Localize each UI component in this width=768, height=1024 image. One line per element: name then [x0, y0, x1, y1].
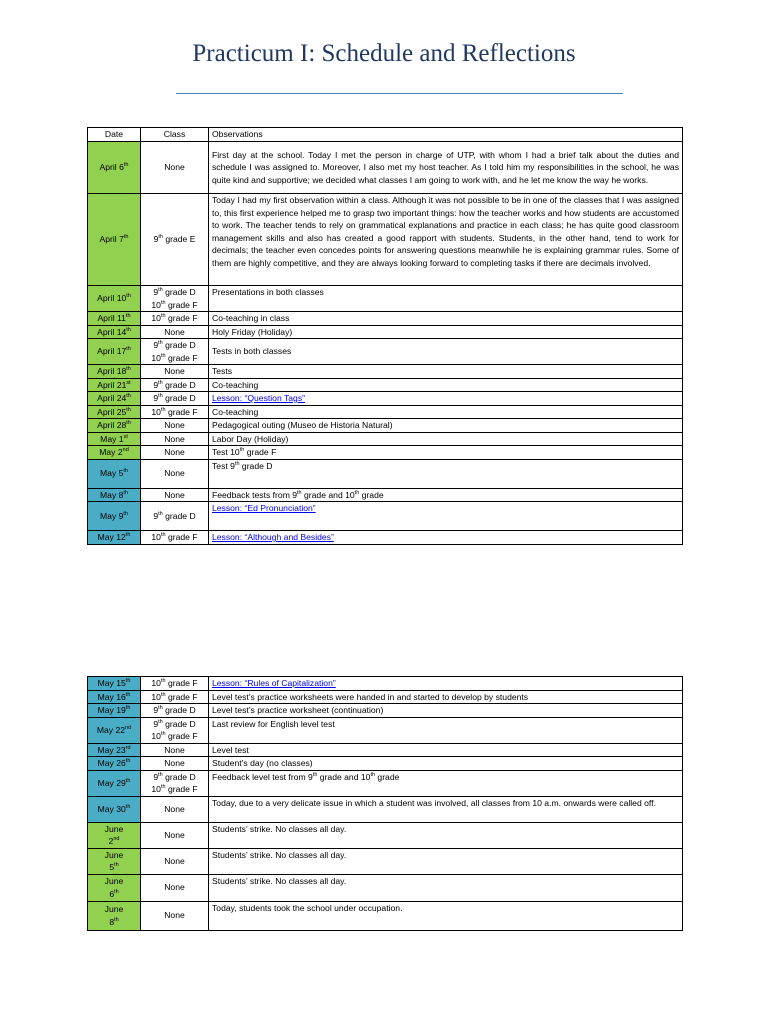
- row-date: May 15th: [88, 677, 141, 691]
- table-row: [88, 848, 683, 874]
- row-date: June 6th: [88, 874, 141, 901]
- row-observation: Today I had my first observation within a class. Although it was not possible to be in one of the classes that I was assigned to, this first experience helped me to grasp two important things: how the teacher works and how students are accustomed to work. The teacher tends to rely on grammatical explanations and practice in each class; he has quite good classroom management skills and also has created a good rapport with students. Students, in the other hand, tend to work for decimals; the teacher even concedes points for answering questions meanwhile he is explaining grammar rules. Some of them are highly competitive, and they are always looking forward to completing tasks if there are decimals involved.: [209, 194, 683, 286]
- table-row: [88, 531, 683, 545]
- table-row: [88, 446, 683, 460]
- table-row: [88, 677, 683, 691]
- row-date: May 1st: [88, 432, 141, 446]
- row-class: None: [141, 488, 209, 502]
- table-row: [88, 690, 683, 704]
- row-observation: Labor Day (Holiday): [209, 432, 683, 446]
- lesson-link[interactable]: Lesson: “Ed Pronunciation”: [212, 503, 316, 513]
- row-class: None: [141, 822, 209, 848]
- row-date: June 2nd: [88, 822, 141, 848]
- row-date: May 12th: [88, 531, 141, 545]
- table-row: [88, 392, 683, 406]
- table-row: [88, 419, 683, 433]
- row-date: May 8th: [88, 488, 141, 502]
- row-date: May 9th: [88, 502, 141, 531]
- row-observation: Pedagogical outing (Museo de Historia Natural): [209, 419, 683, 433]
- row-observation: Student’s day (no classes): [209, 757, 683, 771]
- row-class: None: [141, 901, 209, 930]
- row-class: 9th grade D: [141, 392, 209, 406]
- table-row: [88, 796, 683, 822]
- row-date: April 7th: [88, 194, 141, 286]
- lesson-link[interactable]: Lesson: “Rules of Capitalization”: [212, 678, 336, 688]
- row-observation: Holy Friday (Holiday): [209, 325, 683, 339]
- table-row: [88, 874, 683, 901]
- row-date: April 21st: [88, 378, 141, 392]
- row-observation: [209, 392, 683, 406]
- row-date: May 16th: [88, 690, 141, 704]
- row-class: 9th grade D: [141, 378, 209, 392]
- row-observation: Last review for English level test: [209, 717, 683, 743]
- lesson-link[interactable]: Lesson: “Although and Besides”: [212, 532, 334, 542]
- row-observation: Tests: [209, 365, 683, 379]
- header-date: Date: [88, 128, 141, 142]
- row-class: None: [141, 459, 209, 488]
- row-class: 10th grade F: [141, 531, 209, 545]
- row-class: 10th grade F: [141, 405, 209, 419]
- row-class: 9th grade D: [141, 502, 209, 531]
- row-class: 9th grade D: [141, 704, 209, 718]
- row-date: June 5th: [88, 848, 141, 874]
- row-observation: Tests in both classes: [209, 339, 683, 365]
- row-observation: Level test: [209, 743, 683, 757]
- row-class: None: [141, 757, 209, 771]
- row-date: April 24th: [88, 392, 141, 406]
- row-observation: Level test’s practice worksheets were handed in and started to develop by students: [209, 690, 683, 704]
- row-observation: Students’ strike. No classes all day.: [209, 848, 683, 874]
- row-class: 10th grade F: [141, 312, 209, 326]
- row-observation: [209, 677, 683, 691]
- row-observation: First day at the school. Today I met the person in charge of UTP, with whom I had a brief talk about the duties and schedule I was assigned to. Moreover, I also met my host teacher. As I told him my responsibilities in the school, he was quite kind and supportive; we decided what classes I am going to work with, and he let me know the way he works.: [209, 142, 683, 194]
- schedule-table-1: [87, 127, 683, 545]
- table-row: [88, 405, 683, 419]
- page-title: Practicum I: Schedule and Reflections: [192, 40, 576, 67]
- row-date: May 2nd: [88, 446, 141, 460]
- row-date: April 11th: [88, 312, 141, 326]
- row-class: None: [141, 446, 209, 460]
- row-observation: Co-teaching in class: [209, 312, 683, 326]
- table-row: [88, 743, 683, 757]
- row-observation: Feedback level test from 9th grade and 10th grade: [209, 770, 683, 796]
- table-row: [88, 717, 683, 743]
- row-date: May 26th: [88, 757, 141, 771]
- row-observation: Today, due to a very delicate issue in which a student was involved, all classes from 10 a.m. onwards were called off.: [209, 796, 683, 822]
- row-class: 10th grade F: [141, 690, 209, 704]
- row-class: 9th grade D 10th grade F: [141, 717, 209, 743]
- table-row: [88, 901, 683, 930]
- table-row: [88, 704, 683, 718]
- table-row: [88, 770, 683, 796]
- title-divider: [176, 93, 623, 94]
- table-row: [88, 325, 683, 339]
- row-class: None: [141, 365, 209, 379]
- header-observations: Observations: [209, 128, 683, 142]
- table-row: [88, 488, 683, 502]
- row-observation: Students’ strike. No classes all day.: [209, 822, 683, 848]
- table-row: [88, 286, 683, 312]
- row-observation: Co-teaching: [209, 378, 683, 392]
- row-date: May 22nd: [88, 717, 141, 743]
- row-observation: Students’ strike. No classes all day.: [209, 874, 683, 901]
- row-observation: [209, 502, 683, 531]
- table-row: [88, 378, 683, 392]
- row-class: None: [141, 419, 209, 433]
- row-observation: Today, students took the school under occupation.: [209, 901, 683, 930]
- table-row: [88, 502, 683, 531]
- row-observation: Co-teaching: [209, 405, 683, 419]
- table-row: [88, 757, 683, 771]
- row-date: May 29th: [88, 770, 141, 796]
- table-row: [88, 142, 683, 194]
- row-observation: Feedback tests from 9th grade and 10th grade: [209, 488, 683, 502]
- table-row: [88, 432, 683, 446]
- row-class: None: [141, 796, 209, 822]
- row-class: None: [141, 743, 209, 757]
- row-class: 10th grade F: [141, 677, 209, 691]
- table-row: [88, 365, 683, 379]
- table-row: [88, 459, 683, 488]
- row-observation: Test 10th grade F: [209, 446, 683, 460]
- row-date: April 28th: [88, 419, 141, 433]
- row-class: None: [141, 874, 209, 901]
- row-class: None: [141, 142, 209, 194]
- row-date: April 17th: [88, 339, 141, 365]
- schedule-table-2: [87, 676, 683, 931]
- row-class: None: [141, 848, 209, 874]
- row-date: May 23rd: [88, 743, 141, 757]
- row-class: None: [141, 432, 209, 446]
- row-class: 9th grade D 10th grade F: [141, 339, 209, 365]
- row-date: May 30th: [88, 796, 141, 822]
- row-observation: [209, 531, 683, 545]
- row-date: April 6th: [88, 142, 141, 194]
- table-row: [88, 312, 683, 326]
- row-class: 9th grade D 10th grade F: [141, 286, 209, 312]
- row-class: 9th grade D 10th grade F: [141, 770, 209, 796]
- lesson-link[interactable]: Lesson: “Question Tags”: [212, 393, 305, 403]
- row-date: April 10th: [88, 286, 141, 312]
- row-date: April 25th: [88, 405, 141, 419]
- row-date: May 5th: [88, 459, 141, 488]
- row-date: April 14th: [88, 325, 141, 339]
- row-date: June 8th: [88, 901, 141, 930]
- row-class: 9th grade E: [141, 194, 209, 286]
- row-class: None: [141, 325, 209, 339]
- header-class: Class: [141, 128, 209, 142]
- row-date: April 18th: [88, 365, 141, 379]
- table-row: [88, 194, 683, 286]
- row-observation: Test 9th grade D: [209, 459, 683, 488]
- row-date: May 19th: [88, 704, 141, 718]
- table-row: [88, 822, 683, 848]
- row-observation: Presentations in both classes: [209, 286, 683, 312]
- table-row: [88, 339, 683, 365]
- row-observation: Level test’s practice worksheet (continuation): [209, 704, 683, 718]
